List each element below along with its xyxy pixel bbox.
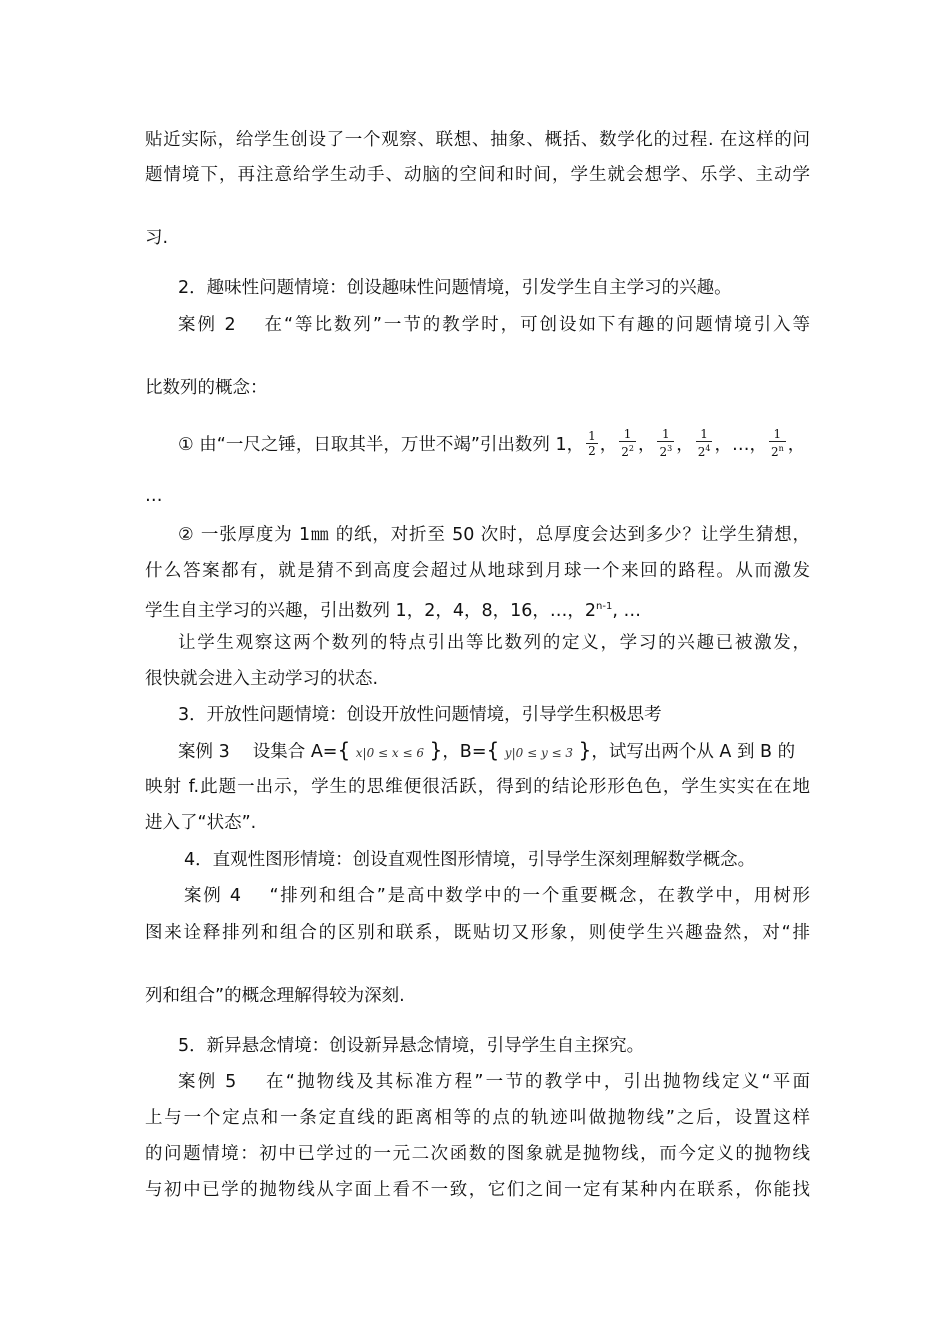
fraction: $\frac{1}{2}$ <box>588 428 596 458</box>
paragraph-line: 贴近实际，给学生创设了一个观察、联想、抽象、概括、数学化的过程. 在这样的问 <box>145 130 810 150</box>
sequence-1-continuation: … <box>145 486 163 506</box>
fraction: $\frac{1}{2^n}$ <box>770 427 784 459</box>
ellipsis: …， <box>731 435 767 455</box>
sequence-2-line: ② 一张厚度为 1㎜ 的纸，对折至 50 次时，总厚度会达到多少？让学生猜想， <box>178 525 810 545</box>
case-2-line: 案例 2 在“等比数列”一节的教学时，可创设如下有趣的问题情境引入等 <box>178 315 810 335</box>
paragraph-line: 题情境下，再注意给学生动手、动脑的空间和时间，学生就会想学、乐学、主动学 <box>145 165 810 185</box>
case-3-line: 案例 3 设集合 A={ x|0 ≤ x ≤ 6 }，B={ y|0 ≤ y ≤ 3 }，试写出两个从 A 到 B 的 <box>178 738 796 762</box>
set-a-expression: x|0 ≤ x ≤ 6 <box>355 746 424 760</box>
section-heading-4: 4．直观性图形情境：创设直观性图形情境，引导学生深刻理解数学概念。 <box>184 850 756 870</box>
sequence-1-line: ① 由“一尺之锤，日取其半，万世不竭”引出数列 1， $\frac{1}{2}$ ， $\frac{1}{2^2}$ ， $\frac{1}{2^3}$ ， $\frac{1}{2^4}$ ，…， $\frac{1}{2^n}$ ， <box>178 427 806 459</box>
case-5-line: 的问题情境：初中已学过的一元二次函数的图象就是抛物线，而今定义的抛物线 <box>145 1144 810 1164</box>
case-4-line: 案例 4 “排列和组合”是高中数学中的一个重要概念，在教学中，用树形 <box>184 886 810 906</box>
fraction: $\frac{1}{2^2}$ <box>621 427 634 459</box>
case-5-line: 案例 5 在“抛物线及其标准方程”一节的教学中，引出抛物线定义“平面 <box>178 1072 810 1092</box>
case-4-line: 列和组合”的概念理解得较为深刻. <box>145 986 405 1006</box>
case-2-line: 比数列的概念： <box>145 378 268 398</box>
sequence-2-line: 学生自主学习的兴趣，引出数列 1，2，4，8，16，…，2$^{n-1}$, … <box>145 600 641 621</box>
case-3-line: 映射 f.此题一出示，学生的思维便很活跃，得到的结论形形色色，学生实实在在地 <box>145 777 810 797</box>
summary-line: 让学生观察这两个数列的特点引出等比数列的定义，学习的兴趣已被激发， <box>178 633 810 653</box>
section-heading-5: 5．新异悬念情境：创设新异悬念情境，引导学生自主探究。 <box>178 1036 645 1056</box>
case-5-line: 与初中已学的抛物线从字面上看不一致，它们之间一定有某种内在联系，你能找 <box>145 1180 810 1200</box>
section-heading-3: 3．开放性问题情境：创设开放性问题情境，引导学生积极思考 <box>178 705 662 725</box>
summary-line: 很快就会进入主动学习的状态. <box>145 669 379 689</box>
sequence-1-text: ① 由“一尺之锤，日取其半，万世不竭”引出数列 1， <box>178 435 585 455</box>
case-4-line: 图来诠释排列和组合的区别和联系，既贴切又形象，则使学生兴趣盎然，对“排 <box>145 923 810 943</box>
case-3-line: 进入了“状态”. <box>145 813 257 833</box>
section-heading-2: 2．趣味性问题情境：创设趣味性问题情境，引发学生自主学习的兴趣。 <box>178 278 732 298</box>
paragraph-line: 习. <box>145 228 169 248</box>
case-5-line: 上与一个定点和一条定直线的距离相等的点的轨迹叫做抛物线”之后，设置这样 <box>145 1108 810 1128</box>
fraction: $\frac{1}{2^3}$ <box>659 427 673 459</box>
sequence-2-line: 什么答案都有，就是猜不到高度会超过从地球到月球一个来回的路程。从而激发 <box>145 561 810 581</box>
set-b-expression: y|0 ≤ y ≤ 3 <box>504 746 574 760</box>
fraction: $\frac{1}{2^4}$ <box>697 427 711 459</box>
